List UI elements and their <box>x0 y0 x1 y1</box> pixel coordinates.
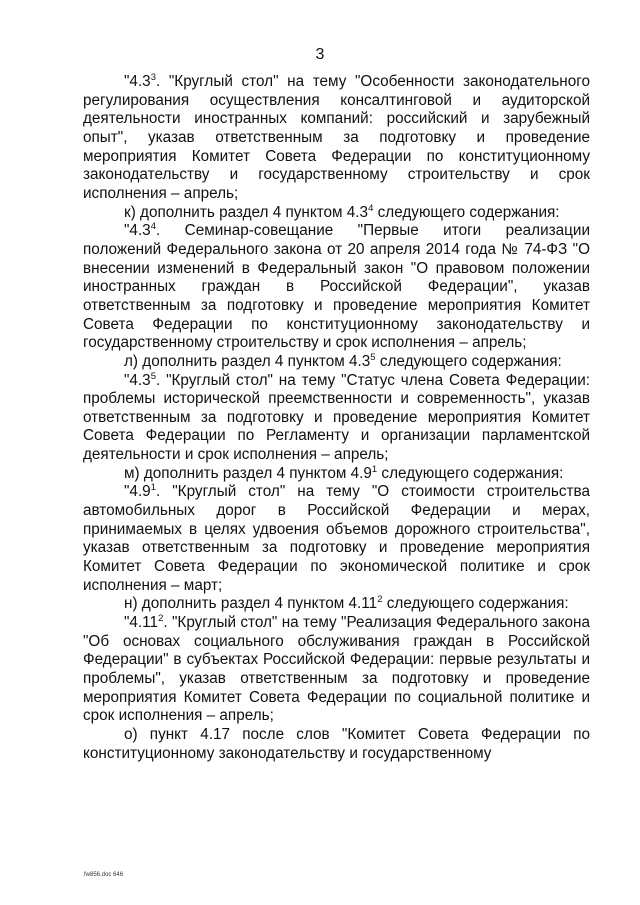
paragraph-4-11-2: "4.11$^2$. "Круглый стол" на тему "Реализация Федерального закона "Об основах социального обслуживания граждан в Российской Федерации" в субъектах Российской Федерации: первые результаты и проблемы", указав ответственным за подготовку и проведение мероприятия Комитет Совета Федерации по социальной политике и срок исполнения – апрель; <box>83 613 590 725</box>
paragraph-item-o: о) пункт 4.17 после слов "Комитет Совета Федерации по конституционному законодательству и государственному <box>83 725 590 762</box>
paragraph-item-n: н) дополнить раздел 4 пунктом 4.11$^2$ следующего содержания: <box>124 594 569 613</box>
document-body <box>83 73 590 763</box>
paragraph-4-3-4: "$4.3^4$. Семинар-совещание "Первые итоги реализации положений Федерального закона от 20 апреля 2014 года № 74-ФЗ "О внесении изменений в Федеральный закон "О правовом положении иностранных граждан в Российской Федерации", указав ответственным за подготовку и проведение мероприятия Комитет Совета Федерации по конституционному законодательству и государственному строительству и срок исполнения – апрель; <box>83 221 590 352</box>
paragraph-4-3-3: "$4.3^3$. "Круглый стол" на тему "Особенности законодательного регулирования осуществления консалтинговой и аудиторской деятельности иностранных компаний: российский и зарубежный опыт", указав ответственным за подготовку и проведение мероприятия Комитет Совета Федерации по конституционному законодательству и государственному строительству и срок исполнения – апрель; <box>83 72 590 202</box>
footer-file-code: fw856.doc 646 <box>84 872 124 878</box>
paragraph-4-9-1: "$4.9^1$. "Круглый стол" на тему "О стоимости строительства автомобильных дорог в Российской Федерации и мерах, принимаемых в целях удвоения объемов дорожного строительства", указав ответственным за подготовку и проведение мероприятия Комитет Совета Федерации по экономической политике и срок исполнения – март; <box>83 482 590 594</box>
paragraph-item-k: к) дополнить раздел 4 пунктом $4.3^4$ следующего содержания: <box>124 202 560 221</box>
page-number: 3 <box>315 46 325 63</box>
paragraph-item-m: м) дополнить раздел 4 пунктом $4.9^1$ следующего содержания: <box>124 463 564 482</box>
paragraph-item-l: л) дополнить раздел 4 пунктом $4.3^5$ следующего содержания: <box>124 351 562 370</box>
paragraph-4-3-5: "$4.3^5$. "Круглый стол" на тему "Статус члена Совета Федерации: проблемы исторической преемственности и современность", указав ответственным за подготовку и проведение мероприятия Комитет Совета Федерации по Регламенту и организации парламентской деятельности и срок исполнения – апрель; <box>83 370 590 464</box>
